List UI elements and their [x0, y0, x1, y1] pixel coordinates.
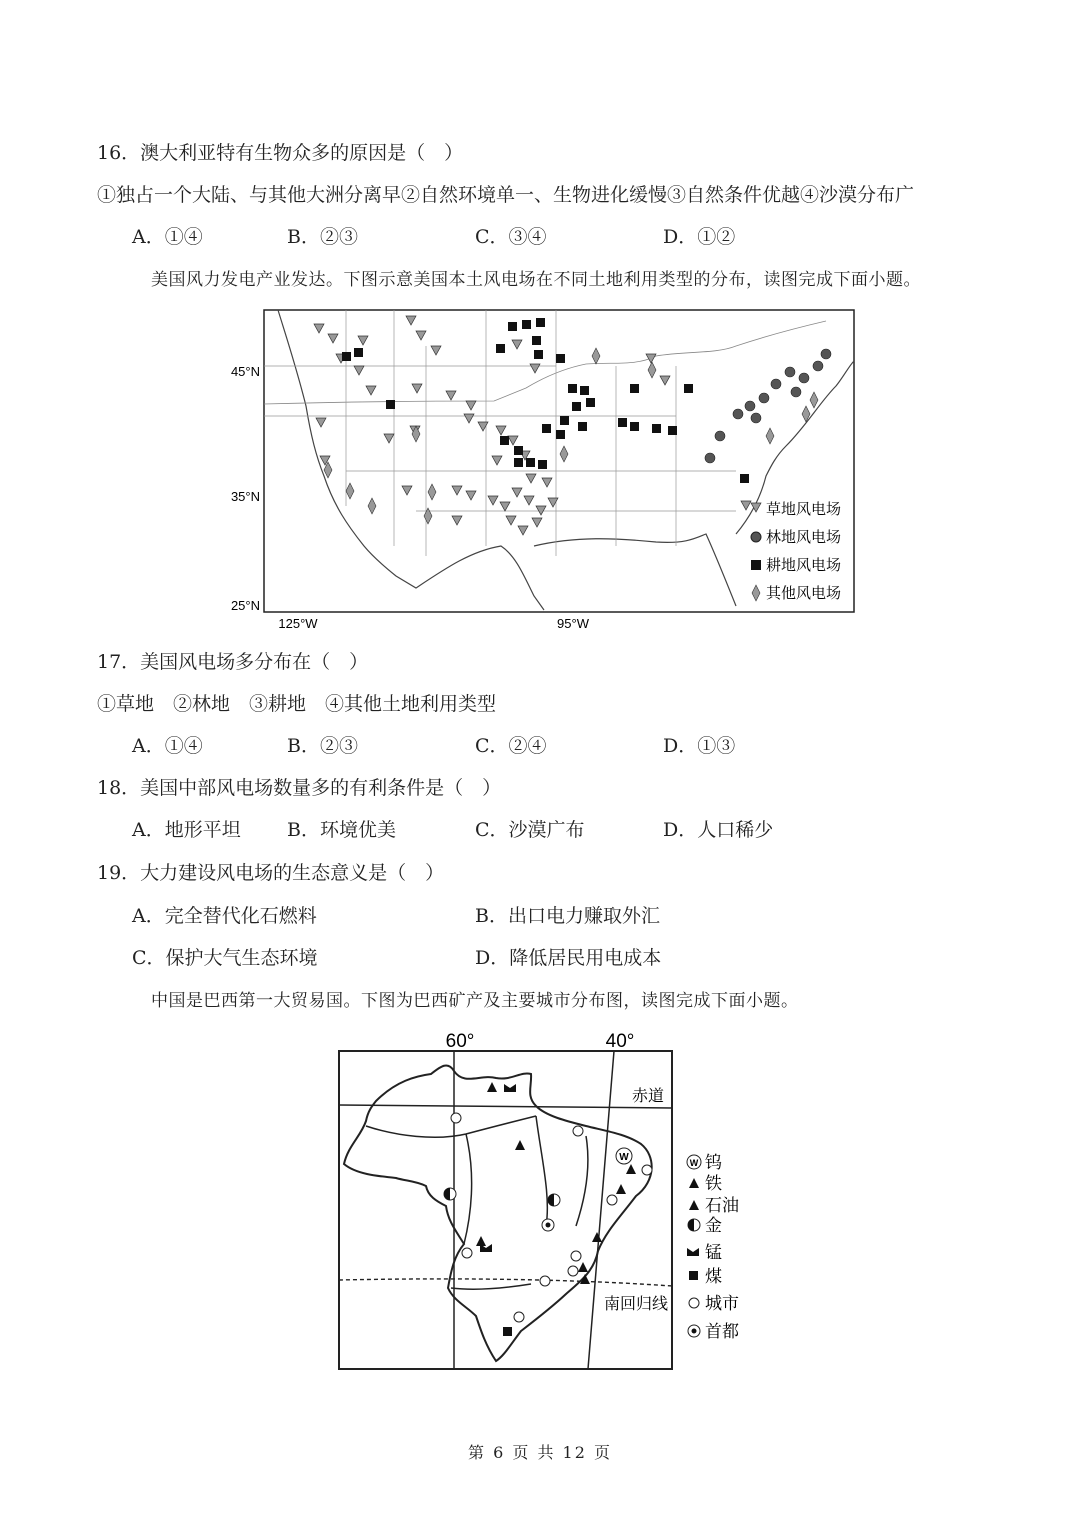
legend-oil: 石油 [705, 1196, 739, 1215]
city-icon [540, 1276, 550, 1286]
legend-other: 其他风电场 [766, 585, 842, 602]
manganese-legend-icon [687, 1248, 699, 1256]
q17-stem: 17．美国风电场多分布在（ ） [97, 651, 369, 673]
legend-iron: 铁 [705, 1174, 722, 1193]
legend-manganese: 锰 [705, 1243, 722, 1262]
legend-forest: 林地风电场 [766, 529, 842, 546]
city-legend-icon [689, 1298, 699, 1308]
svg-text:W: W [619, 1152, 629, 1163]
legend-grassland: 草地风电场 [766, 501, 842, 518]
lat-label-45: 45°N [230, 364, 260, 379]
lon-label-40: 40° [605, 1031, 635, 1052]
tropic-label: 南回归线 [604, 1296, 669, 1313]
usa-wind-farm-map [216, 306, 861, 636]
city-icon [573, 1126, 583, 1136]
coal-legend-icon [689, 1271, 698, 1280]
q17-option-d[interactable]: D．①③ [663, 735, 736, 757]
q16-option-d[interactable]: D．①② [663, 226, 736, 248]
cropland-legend-icon [751, 560, 761, 570]
forest-legend-icon [751, 532, 761, 542]
q18-option-a[interactable]: A．地形平坦 [132, 819, 241, 841]
legend-tungsten: 钨 [705, 1153, 722, 1172]
q17-statements: ①草地 ②林地 ③耕地 ④其他土地利用类型 [97, 693, 497, 715]
coal-icon [503, 1327, 512, 1336]
lon-label-125: 125°W [278, 616, 318, 631]
city-icon [642, 1165, 652, 1175]
legend-capital: 首都 [705, 1322, 739, 1341]
brazil-map-legend [687, 1153, 739, 1341]
q16-stem: 16．澳大利亚特有生物众多的原因是（ ） [97, 142, 464, 164]
q18-option-c[interactable]: C．沙漠广布 [475, 819, 585, 841]
svg-text:W: W [689, 1158, 699, 1168]
q18-option-d[interactable]: D．人口稀少 [663, 819, 774, 841]
lon-label-60: 60° [445, 1031, 475, 1052]
q19-option-d[interactable]: D．降低居民用电成本 [475, 947, 662, 969]
q19-stem: 19．大力建设风电场的生态意义是（ ） [97, 862, 445, 884]
city-icon [514, 1312, 524, 1322]
q19-option-a[interactable]: A．完全替代化石燃料 [132, 905, 317, 927]
iron-legend-icon [689, 1178, 699, 1188]
usa-intro: 美国风力发电产业发达。下图示意美国本土风电场在不同土地利用类型的分布，读图完成下面小题。 [151, 270, 921, 290]
city-icon [451, 1113, 461, 1123]
lat-label-25: 25°N [230, 598, 260, 613]
q16-statements: ①独占一个大陆、与其他大洲分离早②自然环境单一、生物进化缓慢③自然条件优越④沙漠分布广 [97, 184, 915, 206]
legend-city: 城市 [705, 1294, 739, 1313]
legend-cropland: 耕地风电场 [766, 557, 842, 574]
brazil-mineral-map [336, 1026, 756, 1376]
q17-option-b[interactable]: B．②③ [287, 735, 358, 757]
q19-option-c[interactable]: C．保护大气生态环境 [132, 947, 318, 969]
q17-option-a[interactable]: A．①④ [132, 735, 203, 757]
city-icon [568, 1266, 578, 1276]
q17-option-c[interactable]: C．②④ [475, 735, 547, 757]
oil-legend-icon [689, 1200, 699, 1210]
q16-option-c[interactable]: C．③④ [475, 226, 547, 248]
lon-label-95: 95°W [557, 616, 589, 631]
q16-option-b[interactable]: B．②③ [287, 226, 358, 248]
q16-option-a[interactable]: A．①④ [132, 226, 203, 248]
equator-label: 赤道 [632, 1088, 665, 1105]
legend-coal: 煤 [705, 1267, 722, 1286]
lat-label-35: 35°N [230, 489, 260, 504]
q19-option-b[interactable]: B．出口电力赚取外汇 [475, 905, 660, 927]
brazil-intro: 中国是巴西第一大贸易国。下图为巴西矿产及主要城市分布图，读图完成下面小题。 [151, 991, 799, 1011]
q18-option-b[interactable]: B．环境优美 [287, 819, 396, 841]
city-icon [462, 1248, 472, 1258]
q18-stem: 18．美国中部风电场数量多的有利条件是（ ） [97, 777, 502, 799]
city-icon [607, 1195, 617, 1205]
legend-gold: 金 [705, 1216, 722, 1235]
city-icon [571, 1251, 581, 1261]
page-footer: 第 6 页 共 12 页 [468, 1443, 612, 1462]
